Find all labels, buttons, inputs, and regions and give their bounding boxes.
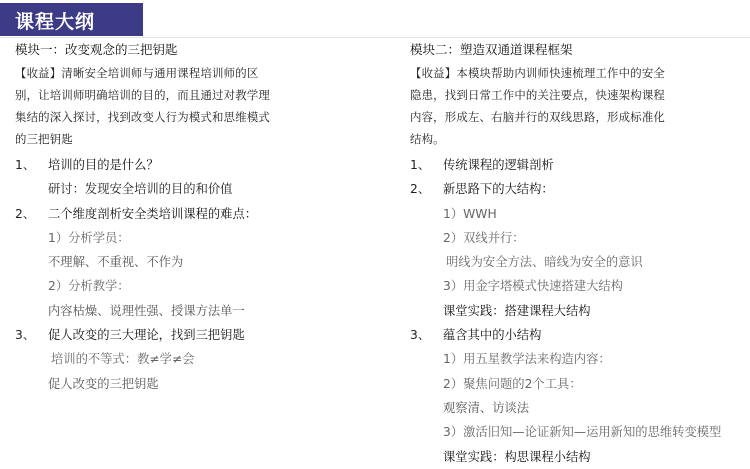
item-text: 2）双线并行： xyxy=(443,230,525,245)
outline-item xyxy=(410,202,750,226)
item-text: 1）分析学员： xyxy=(48,230,130,245)
outline-item xyxy=(410,445,750,469)
benefit-line: 的三把钥匙 xyxy=(15,132,73,146)
module-two xyxy=(410,40,750,469)
outline-item xyxy=(15,372,375,396)
item-text: 2）分析教学： xyxy=(48,279,130,294)
benefit-line: 结构。 xyxy=(410,132,445,146)
outline-item xyxy=(15,299,375,323)
item-text: 课堂实践：搭建课程大结构 xyxy=(443,303,591,318)
outline-item xyxy=(410,299,750,323)
outline-item xyxy=(410,177,750,201)
item-number: 2、 xyxy=(410,182,431,197)
module-one-title: 模块一：改变观念的三把钥匙 xyxy=(15,42,178,57)
item-text: 促人改变的三把钥匙 xyxy=(48,376,159,391)
item-text: 1）用五星教学法来构造内容： xyxy=(443,352,611,367)
module-two-outline xyxy=(410,153,750,469)
item-text: 促人改变的三大理论，找到三把钥匙 xyxy=(48,328,245,343)
outline-item xyxy=(15,250,375,274)
item-number: 3、 xyxy=(15,328,36,343)
outline-item xyxy=(410,153,750,177)
outline-item xyxy=(410,396,750,420)
item-text: 1）WWH xyxy=(443,206,497,221)
header-rule xyxy=(0,37,750,38)
outline-item xyxy=(410,372,750,396)
outline-item xyxy=(410,226,750,250)
item-text: 研讨：发现安全培训的目的和价值 xyxy=(48,182,233,197)
item-text: 2）聚焦问题的2个工具： xyxy=(443,376,582,391)
item-text: 新思路下的大结构： xyxy=(443,182,554,197)
outline-item xyxy=(410,323,750,347)
benefit-line: 【收益】清晰安全培训师与通用课程培训师的区 xyxy=(15,66,259,80)
item-number: 1、 xyxy=(410,158,431,172)
item-number: 3、 xyxy=(410,328,431,343)
item-text: 内容枯燥、说理性强、授课方法单一 xyxy=(48,303,245,318)
item-number: 2、 xyxy=(15,206,36,221)
header-bar xyxy=(0,3,143,36)
module-one-outline xyxy=(15,153,375,396)
outline-item xyxy=(15,202,375,226)
item-text: 课堂实践：构思课程小结构 xyxy=(443,449,591,464)
item-text: 传统课程的逻辑剖析 xyxy=(443,158,554,172)
benefit-line: 【收益】本模块帮助内训师快速梳理工作中的安全 xyxy=(410,66,665,80)
outline-item xyxy=(15,226,375,250)
benefit-line: 集结的深入探讨，找到改变人行为模式和思维模式 xyxy=(15,110,270,124)
module-one-benefit xyxy=(15,62,375,150)
outline-item xyxy=(410,347,750,371)
item-text: 观察清、访谈法 xyxy=(443,400,530,415)
outline-item xyxy=(15,177,375,201)
item-text: 二个维度剖析安全类培训课程的难点： xyxy=(48,206,258,221)
benefit-line: 别，让培训师明确培训的目的，而且通过对教学理 xyxy=(15,88,270,102)
module-two-title: 模块二：塑造双通道课程框架 xyxy=(410,42,573,57)
item-text: 3）激活旧知—论证新知—运用新知的思维转变模型 xyxy=(443,425,722,440)
item-text: 培训的不等式：教≠学≠会 xyxy=(51,352,195,367)
benefit-line: 内容，形成左、右脑并行的双线思路，形成标准化 xyxy=(410,110,665,124)
item-text: 3）用金字塔模式快速搭建大结构 xyxy=(443,279,623,294)
module-one xyxy=(15,40,375,396)
outline-item xyxy=(410,420,750,444)
outline-item xyxy=(15,274,375,298)
item-text: 培训的目的是什么？ xyxy=(48,158,159,172)
item-text: 明线为安全方法、暗线为安全的意识 xyxy=(446,255,643,270)
page-title: 课程大纲 xyxy=(15,11,96,33)
item-number: 1、 xyxy=(15,158,36,172)
benefit-line: 隐患，找到日常工作中的关注要点，快速架构课程 xyxy=(410,88,665,102)
outline-item xyxy=(15,153,375,177)
outline-item xyxy=(15,323,375,347)
outline-item xyxy=(410,274,750,298)
item-text: 不理解、不重视、不作为 xyxy=(48,255,184,270)
module-two-benefit xyxy=(410,62,750,150)
outline-item xyxy=(15,347,375,371)
item-text: 蕴含其中的小结构 xyxy=(443,328,542,343)
outline-item xyxy=(410,250,750,274)
